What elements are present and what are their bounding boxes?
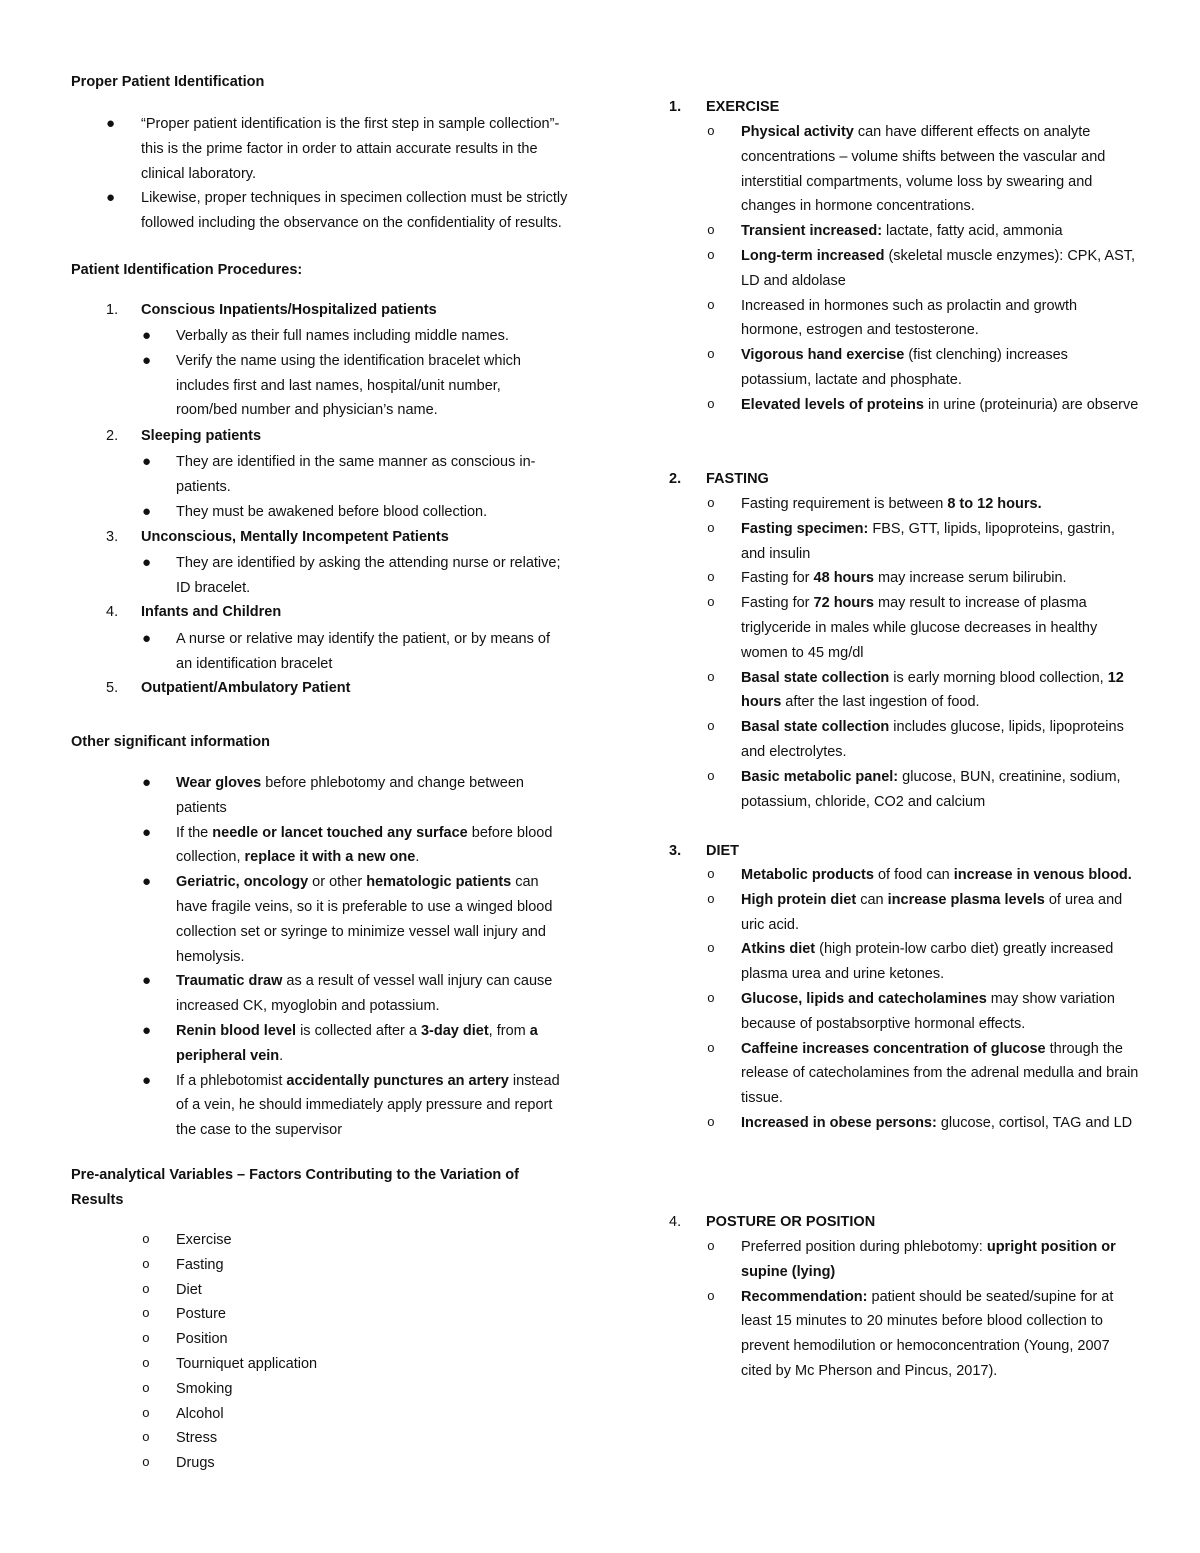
bullet-text: They must be awakened before blood collection. (176, 503, 488, 520)
list-item-text: Exercise (176, 1232, 232, 1248)
list-number: 5. (106, 680, 119, 696)
list-item-text: Fasting (176, 1256, 224, 1273)
section-title-line: Results (71, 1191, 124, 1208)
procedure-bullets (142, 551, 561, 601)
list-item-text: Drugs (176, 1455, 215, 1472)
fasting-list (707, 492, 1141, 814)
list-item (142, 1069, 571, 1143)
list-item (707, 715, 1141, 765)
list-item-text: Basic metabolic panel: glucose, BUN, creatinine, sodium, potassium, chloride, CO2 and calcium (741, 768, 1121, 810)
list-item-text: Elevated levels of proteins in urine (proteinuria) are observe (741, 396, 1139, 413)
list-item-text: Glucose, lipids and catecholamines may show variation because of postabsorptive hormonal effects. (741, 990, 1115, 1032)
bullet-icon: ● (142, 774, 152, 791)
bullet-icon: ● (142, 630, 152, 647)
circle-bullet-icon: o (707, 768, 715, 784)
circle-bullet-icon: o (707, 347, 715, 363)
list-item (142, 450, 561, 500)
list-item (142, 1377, 556, 1402)
bullet-icon: ● (106, 115, 116, 132)
bullet-icon: ● (142, 327, 152, 344)
procedure-bullets (142, 324, 561, 423)
bullet-text: They are identified by asking the attending nurse or relative; ID bracelet. (176, 555, 561, 596)
list-item (142, 1352, 556, 1377)
list-item-text: Alcohol (176, 1405, 224, 1422)
list-item-text: Transient increased: lactate, fatty acid, ammonia (741, 223, 1063, 240)
procedure-heading (106, 676, 351, 701)
bullet-icon: ● (106, 189, 116, 207)
circle-bullet-icon: o (707, 891, 715, 907)
variable-heading-text: EXERCISE (706, 99, 780, 115)
bullet-text: Traumatic draw as a result of vessel wall injury can cause increased CK, myoglobin and potassium. (176, 973, 553, 1015)
list-item (707, 987, 1141, 1037)
list-item (707, 888, 1141, 938)
section-title-preanalytical (71, 1163, 519, 1213)
list-item (707, 1285, 1141, 1384)
list-item-text: Fasting specimen: FBS, GTT, lipids, lipoproteins, gastrin, and insulin (741, 520, 1115, 562)
circle-bullet-icon: o (707, 719, 715, 735)
variable-heading-text: FASTING (706, 471, 769, 487)
procedure-bullets (142, 450, 561, 524)
list-item (142, 1228, 556, 1253)
bullet-text: If a phlebotomist accidentally punctures an artery instead of a vein, he should immediately apply pressure and report the case to the supervisor (176, 1072, 560, 1139)
procedure-bullets (142, 627, 561, 677)
list-item-text: Position (176, 1331, 228, 1348)
circle-bullet-icon: o (142, 1331, 150, 1347)
circle-bullet-icon: o (142, 1306, 150, 1322)
list-item-text: Posture (176, 1306, 226, 1323)
bullet-text: Verbally as their full names including middle names. (176, 328, 509, 344)
bullet-text: Likewise, proper techniques in specimen collection must be strictly followed including the observance on the confidentiality of results. (141, 190, 568, 232)
list-item-text: Smoking (176, 1380, 233, 1397)
bullet-text: They are identified in the same manner as conscious in-patients. (176, 454, 536, 495)
diet-list (707, 863, 1141, 1136)
procedure-heading-text: Outpatient/Ambulatory Patient (141, 680, 351, 696)
procedure-heading (106, 600, 282, 625)
list-item (142, 1278, 556, 1303)
list-item (707, 244, 1141, 294)
list-item (707, 566, 1141, 591)
circle-bullet-icon: o (142, 1405, 150, 1421)
circle-bullet-icon: o (707, 1114, 715, 1130)
list-item-text: Recommendation: patient should be seated/supine for at least 15 minutes to 20 minutes before blood collection to prevent hemodilution or hemoconcentration (Young, 2007 cited by Mc Pherson and Pincus, 2017). (741, 1288, 1114, 1379)
bullet-icon: ● (142, 1021, 152, 1039)
exercise-list (707, 120, 1141, 418)
list-number: 2. (669, 471, 682, 487)
procedure-heading-text: Sleeping patients (141, 428, 262, 444)
list-item-text: Basal state collection includes glucose, lipids, lipoproteins and electrolytes. (741, 719, 1124, 760)
section-title-identification: Proper Patient Identification (71, 74, 265, 90)
variable-heading-text: DIET (706, 843, 740, 859)
list-number: 1. (106, 302, 119, 318)
list-item (707, 863, 1141, 888)
list-item-text: Metabolic products of food can increase in venous blood. (741, 867, 1132, 883)
procedure-heading-text: Infants and Children (141, 604, 282, 620)
circle-bullet-icon: o (142, 1380, 150, 1396)
bullet-text: “Proper patient identification is the first step in sample collection”- this is the prime factor in order to attain accurate results in the clinical laboratory. (141, 116, 560, 182)
list-item (142, 771, 571, 821)
bullet-icon: ● (142, 1071, 152, 1089)
list-item (707, 937, 1141, 987)
circle-bullet-icon: o (707, 867, 715, 882)
circle-bullet-icon: o (707, 396, 715, 412)
list-number: 3. (669, 843, 682, 859)
circle-bullet-icon: o (707, 247, 715, 263)
list-item (707, 219, 1141, 244)
bullet-text: Geriatric, oncology or other hematologic patients can have fragile veins, so it is preferable to use a winged blood collection set or syringe to minimize vessel wall injury and hemolysis. (176, 874, 553, 965)
bullet-text: Wear gloves before phlebotomy and change between patients (176, 775, 524, 816)
list-item-text: Fasting for 48 hours may increase serum bilirubin. (741, 570, 1067, 587)
circle-bullet-icon: o (707, 124, 715, 139)
list-item (707, 517, 1141, 567)
list-item-text: High protein diet can increase plasma levels of urea and uric acid. (741, 891, 1123, 933)
list-item-text: Caffeine increases concentration of glucose through the release of catecholamines from the adrenal medulla and brain tissue. (741, 1040, 1139, 1107)
list-item-text: Basal state collection is early morning blood collection, 12 hours after the last ingestion of food. (741, 669, 1124, 711)
bullet-text: A nurse or relative may identify the patient, or by means of an identification bracelet (176, 631, 550, 672)
other-info-bullets (142, 771, 571, 1143)
bullet-text: Verify the name using the identification bracelet which includes first and last names, hospital/unit number, room/bed number and physician’s name. (176, 352, 521, 419)
list-item-text: Increased in obese persons: glucose, cortisol, TAG and LD (741, 1114, 1133, 1131)
list-number: 1. (669, 99, 682, 115)
list-item (106, 112, 581, 186)
list-item (142, 324, 561, 349)
circle-bullet-icon: o (142, 1256, 150, 1272)
list-item-text: Vigorous hand exercise (fist clenching) increases potassium, lactate and phosphate. (741, 347, 1068, 388)
section-title-line: Pre-analytical Variables – Factors Contributing to the Variation of (71, 1167, 519, 1183)
circle-bullet-icon: o (142, 1232, 150, 1247)
list-item (707, 492, 1141, 517)
list-item (142, 969, 571, 1019)
procedure-heading (106, 424, 262, 449)
list-item-text: Fasting for 72 hours may result to increase of plasma triglyceride in males while glucose decreases in healthy women to 45 mg/dl (741, 595, 1098, 661)
list-item (142, 1327, 556, 1352)
list-item (707, 343, 1141, 393)
list-item (142, 1302, 556, 1327)
list-item (707, 393, 1141, 418)
list-item-text: Fasting requirement is between 8 to 12 hours. (741, 496, 1042, 512)
list-item-text: Physical activity can have different effects on analyte concentrations – volume shifts between the vascular and interstitial compartments, volume loss by swearing and changes in hormone concentrations. (741, 124, 1106, 215)
circle-bullet-icon: o (707, 990, 715, 1006)
bullet-icon: ● (142, 351, 152, 369)
identification-bullet-list (106, 112, 581, 236)
list-item-text: Increased in hormones such as prolactin and growth hormone, estrogen and testosterone. (741, 297, 1078, 339)
list-item (142, 1451, 556, 1476)
circle-bullet-icon: o (707, 520, 715, 536)
procedure-heading (106, 525, 449, 550)
list-item (142, 500, 561, 525)
list-item (142, 349, 561, 423)
procedure-heading-text: Conscious Inpatients/Hospitalized patients (141, 302, 437, 318)
list-item (142, 821, 571, 871)
circle-bullet-icon: o (707, 595, 715, 611)
procedure-heading (106, 298, 437, 323)
bullet-icon: ● (142, 972, 152, 990)
list-number: 2. (106, 428, 119, 444)
bullet-icon: ● (142, 502, 152, 520)
circle-bullet-icon: o (707, 570, 715, 586)
list-item (142, 870, 571, 969)
procedure-heading-text: Unconscious, Mentally Incompetent Patients (141, 529, 449, 545)
bullet-icon: ● (142, 554, 152, 571)
section-title-procedures: Patient Identification Procedures: (71, 262, 303, 278)
list-item (106, 186, 581, 236)
circle-bullet-icon: o (142, 1281, 150, 1297)
list-item (707, 294, 1141, 344)
section-title-other: Other significant information (71, 734, 270, 750)
circle-bullet-icon: o (707, 1040, 715, 1056)
list-item (142, 627, 561, 677)
bullet-text: Renin blood level is collected after a 3-day diet, from a peripheral vein. (176, 1022, 538, 1064)
list-item (707, 1235, 1141, 1285)
list-item (142, 1019, 571, 1069)
posture-list (707, 1235, 1141, 1384)
list-number: 4. (106, 604, 119, 620)
circle-bullet-icon: o (707, 297, 715, 313)
circle-bullet-icon: o (142, 1430, 150, 1446)
variable-heading-text: POSTURE OR POSITION (706, 1214, 876, 1230)
list-item (142, 551, 561, 601)
list-item (707, 1037, 1141, 1111)
bullet-icon: ● (142, 453, 152, 470)
circle-bullet-icon: o (707, 669, 715, 685)
circle-bullet-icon: o (707, 223, 715, 239)
circle-bullet-icon: o (707, 1288, 715, 1304)
circle-bullet-icon: o (142, 1355, 150, 1371)
list-item (707, 765, 1141, 815)
preanalytical-variable-list (142, 1228, 556, 1476)
list-item (707, 666, 1141, 716)
list-item (142, 1426, 556, 1451)
list-item (707, 120, 1141, 219)
list-item-text: Tourniquet application (176, 1355, 318, 1372)
circle-bullet-icon: o (707, 1239, 715, 1254)
circle-bullet-icon: o (707, 941, 715, 957)
list-item (142, 1253, 556, 1278)
list-number: 4. (669, 1214, 682, 1230)
list-item-text: Preferred position during phlebotomy: upright position or supine (lying) (741, 1239, 1116, 1280)
circle-bullet-icon: o (707, 496, 715, 511)
bullet-icon: ● (142, 873, 152, 891)
circle-bullet-icon: o (142, 1455, 150, 1471)
list-item-text: Stress (176, 1430, 218, 1447)
list-item-text: Diet (176, 1281, 202, 1298)
list-item-text: Long-term increased (skeletal muscle enzymes): CPK, AST, LD and aldolase (741, 247, 1136, 289)
list-number: 3. (106, 529, 119, 545)
bullet-icon: ● (142, 823, 152, 841)
list-item (707, 1111, 1141, 1136)
list-item (707, 591, 1141, 665)
list-item-text: Atkins diet (high protein-low carbo diet) greatly increased plasma urea and urine ketones. (741, 941, 1114, 983)
list-item (142, 1402, 556, 1427)
bullet-text: If the needle or lancet touched any surface before blood collection, replace it with a new one. (176, 824, 553, 866)
